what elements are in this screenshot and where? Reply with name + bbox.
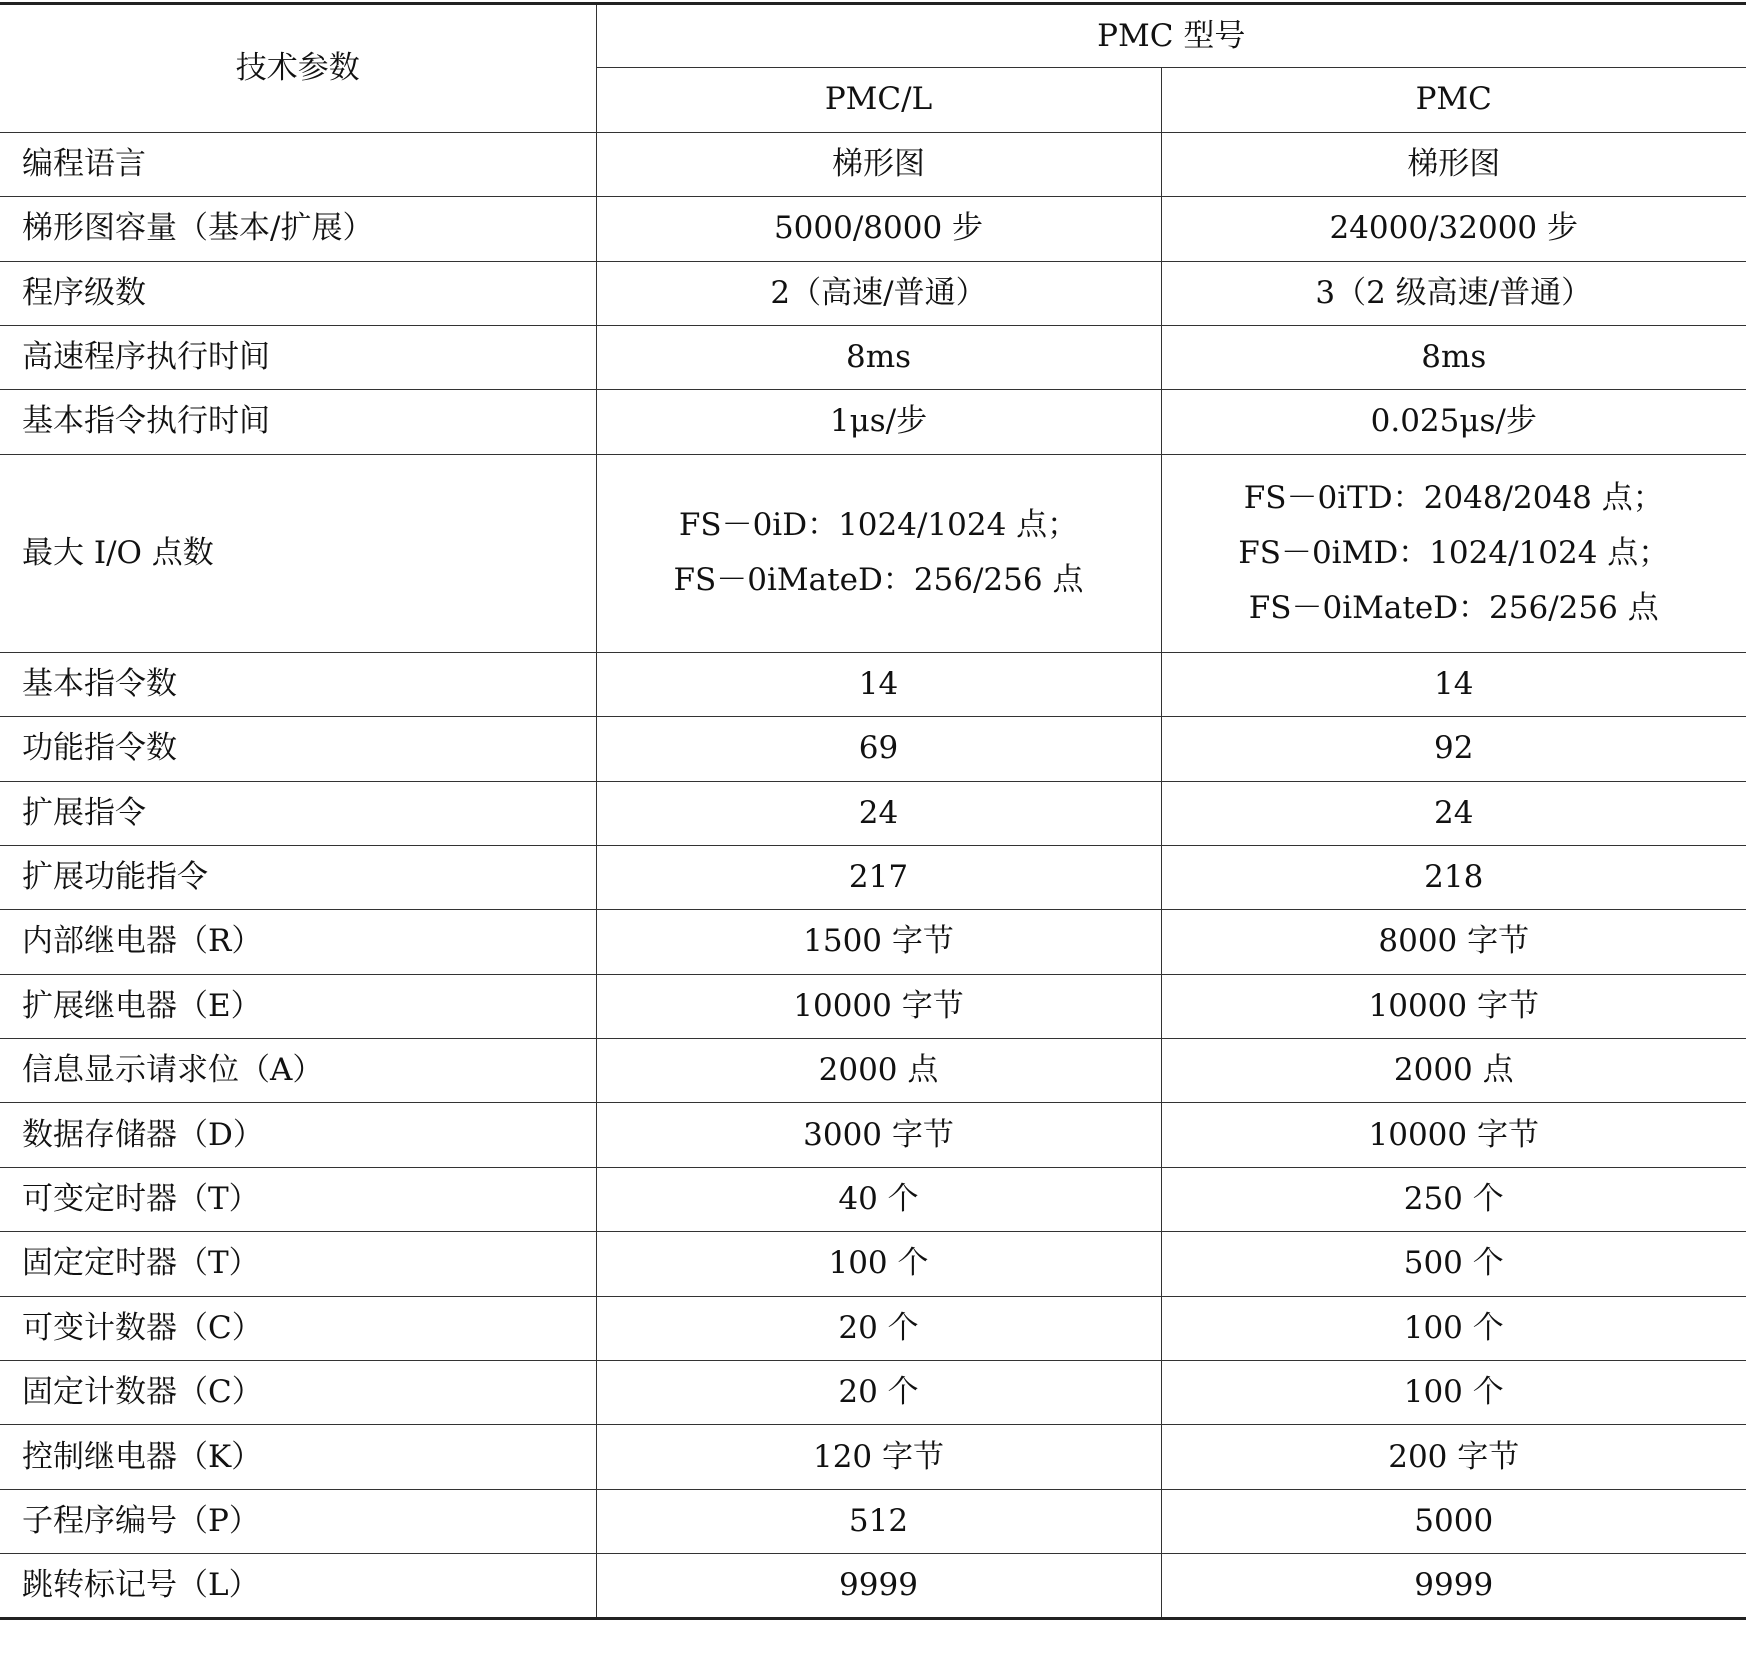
pmc-value-cell (1161, 1103, 1746, 1167)
pmc-value-cell (1161, 781, 1746, 845)
pmcl-value-cell (596, 390, 1161, 454)
param-cell: 基本指令执行时间 (0, 390, 596, 454)
pmcl-value-cell (596, 197, 1161, 261)
pmc-value-line: 8ms (1421, 339, 1487, 376)
pmc-value-line: 200 字节 (1388, 1438, 1520, 1475)
pmc-value-line: 500 个 (1403, 1245, 1504, 1282)
pmcl-value-line: 2000 点 (818, 1052, 939, 1089)
pmcl-value-cell (596, 261, 1161, 325)
pmcl-value-line: 梯形图 (832, 145, 925, 182)
pmcl-value-cell (596, 781, 1161, 845)
pmc-value-cell (1161, 845, 1746, 909)
pmc-value-cell (1161, 1554, 1746, 1618)
param-cell: 可变定时器（T） (0, 1167, 596, 1231)
pmcl-value-cell (596, 845, 1161, 909)
pmc-value-cell (1161, 910, 1746, 974)
header-row-top (0, 4, 1746, 68)
pmcl-value-cell (596, 1167, 1161, 1231)
pmcl-value-cell (596, 1425, 1161, 1489)
pmc-value-cell (1161, 390, 1746, 454)
pmcl-value-cell (596, 652, 1161, 716)
param-cell: 最大 I/O 点数 (0, 454, 596, 652)
param-cell: 功能指令数 (0, 717, 596, 781)
pmc-value-line: 100 个 (1403, 1374, 1504, 1411)
table-row (0, 1103, 1746, 1167)
pmcl-value-cell (596, 132, 1161, 196)
param-header: 技术参数 (0, 4, 596, 133)
param-cell: 扩展功能指令 (0, 845, 596, 909)
pmc-value-cell (1161, 1489, 1746, 1553)
pmc-value-cell (1161, 454, 1746, 652)
table-row (0, 1425, 1746, 1489)
pmc-value-cell (1161, 652, 1746, 716)
pmc-value-line: 10000 字节 (1368, 1116, 1539, 1153)
pmc-value-line: 24000/32000 步 (1329, 210, 1579, 247)
table-row (0, 1039, 1746, 1103)
pmc-value-line: 250 个 (1403, 1180, 1504, 1217)
spec-table-container (0, 2, 1746, 1620)
param-cell: 子程序编号（P） (0, 1489, 596, 1553)
pmcl-value-line: 120 字节 (812, 1438, 945, 1475)
table-body (0, 132, 1746, 1618)
table-row (0, 1361, 1746, 1425)
table-row (0, 1167, 1746, 1231)
table-row (0, 390, 1746, 454)
pmc-value-line: 梯形图 (1407, 145, 1501, 182)
pmc-value-line: 9999 (1414, 1566, 1494, 1603)
pmc-value-cell (1161, 974, 1746, 1038)
pmc-value-line: 218 (1424, 859, 1484, 895)
pmcl-value-cell (596, 1554, 1161, 1618)
pmcl-value-cell (596, 1361, 1161, 1425)
pmcl-value-line: 8ms (845, 339, 912, 376)
param-cell: 梯形图容量（基本/扩展） (0, 197, 596, 261)
table-row (0, 652, 1746, 716)
param-cell: 内部继电器（R） (0, 910, 596, 974)
table-row (0, 1489, 1746, 1553)
pmcl-value-line: 1μs/步 (829, 403, 928, 440)
pmc-value-line: 3（2 级高速/普通） (1315, 274, 1593, 311)
model-header: PMC 型号 (596, 4, 1746, 68)
pmc-value-line: 100 个 (1403, 1309, 1504, 1346)
table-row (0, 132, 1746, 196)
pmcl-value-line: 217 (848, 859, 909, 895)
pmcl-value-line: 3000 字节 (803, 1116, 954, 1153)
pmc-value-cell (1161, 1361, 1746, 1425)
pmc-value-line: FS－0iMD：1024/1024 点； (1238, 534, 1670, 571)
pmcl-header: PMC/L (596, 68, 1161, 132)
pmcl-value-line: FS－0iD：1024/1024 点； (678, 507, 1079, 544)
pmc-value-cell (1161, 717, 1746, 781)
pmcl-value-cell (596, 910, 1161, 974)
pmcl-value-line: 512 (848, 1502, 909, 1539)
pmcl-value-cell (596, 325, 1161, 389)
pmc-value-cell (1161, 1425, 1746, 1489)
pmcl-value-cell (596, 974, 1161, 1038)
pmc-value-line: 92 (1434, 730, 1474, 767)
table-row (0, 454, 1746, 652)
pmc-value-line: 14 (1434, 665, 1474, 702)
pmc-value-line: 5000 (1414, 1502, 1494, 1539)
pmcl-value-line: 40 个 (838, 1180, 919, 1217)
pmc-value-line: FS－0iTD：2048/2048 点； (1243, 479, 1664, 516)
pmc-value-line: 10000 字节 (1368, 987, 1539, 1024)
pmc-value-line: 2000 点 (1393, 1052, 1514, 1089)
pmcl-value-line: 100 个 (828, 1245, 929, 1282)
pmc-value-cell (1161, 1039, 1746, 1103)
table-row (0, 261, 1746, 325)
pmc-value-cell (1161, 1167, 1746, 1231)
pmc-value-line: FS－0iMateD：256/256 点 (1248, 589, 1659, 626)
pmc-value-cell (1161, 1232, 1746, 1296)
table-row (0, 781, 1746, 845)
pmc-value-cell (1161, 197, 1746, 261)
pmc-value-cell (1161, 261, 1746, 325)
param-cell: 固定定时器（T） (0, 1232, 596, 1296)
pmcl-value-line: 10000 字节 (793, 987, 964, 1024)
pmcl-value-cell (596, 1232, 1161, 1296)
table-row (0, 717, 1746, 781)
pmc-value-line: 24 (1434, 794, 1474, 831)
pmcl-value-cell (596, 1039, 1161, 1103)
pmcl-value-line: 9999 (839, 1566, 918, 1603)
table-row (0, 845, 1746, 909)
pmcl-value-line: FS－0iMateD：256/256 点 (673, 562, 1084, 599)
pmcl-value-cell (596, 1103, 1161, 1167)
pmcl-value-cell (596, 1489, 1161, 1553)
param-cell: 固定计数器（C） (0, 1361, 596, 1425)
param-cell: 编程语言 (0, 132, 596, 196)
param-cell: 程序级数 (0, 261, 596, 325)
pmc-value-cell (1161, 325, 1746, 389)
pmcl-value-line: 2（高速/普通） (770, 274, 987, 311)
param-cell: 扩展指令 (0, 781, 596, 845)
pmcl-value-cell (596, 1296, 1161, 1360)
pmc-value-line: 0.025μs/步 (1370, 403, 1537, 440)
pmcl-value-cell (596, 717, 1161, 781)
table-row (0, 1296, 1746, 1360)
pmcl-value-line: 1500 字节 (803, 923, 954, 960)
table-row (0, 197, 1746, 261)
pmc-spec-table (0, 2, 1746, 1620)
table-row (0, 1554, 1746, 1618)
pmc-header: PMC (1161, 68, 1746, 132)
table-row (0, 1232, 1746, 1296)
pmcl-value-line: 20 个 (838, 1309, 919, 1346)
param-cell: 基本指令数 (0, 652, 596, 716)
pmcl-value-line: 69 (858, 730, 899, 767)
table-row (0, 910, 1746, 974)
param-cell: 跳转标记号（L） (0, 1554, 596, 1618)
pmcl-value-line: 5000/8000 步 (773, 210, 984, 247)
table-row (0, 974, 1746, 1038)
pmcl-value-line: 24 (858, 794, 899, 831)
param-cell: 可变计数器（C） (0, 1296, 596, 1360)
param-cell: 数据存储器（D） (0, 1103, 596, 1167)
table-row (0, 325, 1746, 389)
pmc-value-cell (1161, 1296, 1746, 1360)
pmc-value-cell (1161, 132, 1746, 196)
param-cell: 扩展继电器（E） (0, 974, 596, 1038)
pmcl-value-cell (596, 454, 1161, 652)
param-cell: 高速程序执行时间 (0, 325, 596, 389)
pmcl-value-line: 20 个 (838, 1374, 919, 1411)
param-cell: 控制继电器（K） (0, 1425, 596, 1489)
pmc-value-line: 8000 字节 (1378, 923, 1530, 960)
pmcl-value-line: 14 (858, 665, 899, 702)
param-cell: 信息显示请求位（A） (0, 1039, 596, 1103)
